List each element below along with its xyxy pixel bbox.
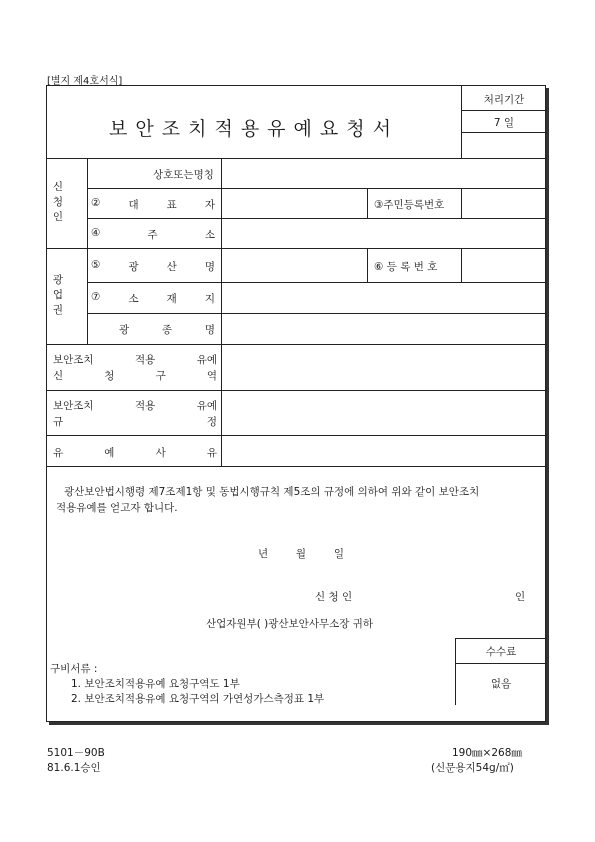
seal-mark: 인 <box>515 591 526 603</box>
deferral-rule-label-line2: 규 정 <box>53 416 217 428</box>
form-number-label: [별지 제4호서식] <box>47 76 123 87</box>
form-title: 보안조치적용유예요청서 <box>109 118 399 140</box>
deferral-area-label-line1: 보안조치 적용 유예 <box>53 354 217 366</box>
mine-name-label: ⑤ 광 산 명 <box>91 259 215 273</box>
paper-type: (신문용지54g/㎡) <box>431 762 514 774</box>
declaration-text-line2: 적용유예를 얻고자 합니다. <box>56 502 178 514</box>
company-name-label: 상호또는명칭 <box>153 169 214 181</box>
form-code: 5101－90B <box>47 747 105 759</box>
attachment-item-1: 1. 보안조치적용유예 요청구역도 1부 <box>71 678 240 690</box>
location-label: ⑦ 소 재 지 <box>91 291 215 305</box>
date-line: 년 월 일 <box>258 548 344 560</box>
attachments-title: 구비서류 : <box>50 663 98 675</box>
application-form <box>46 85 546 722</box>
applicant-group-label: 신 청 인 <box>52 181 64 223</box>
attachment-item-2: 2. 보안조치적용유예 요청구역의 가연성가스측정표 1부 <box>71 693 325 705</box>
address-label: ④ 주 소 <box>91 227 215 241</box>
deferral-rule-label-line1: 보안조치 적용 유예 <box>53 400 217 412</box>
addressee: 산업자원부( )광산보안사무소장 귀하 <box>206 618 374 630</box>
paper-size: 190㎜×268㎜ <box>452 747 522 759</box>
registration-number-label: ⑥ 등 록 번 호 <box>374 261 438 273</box>
declaration-text-line1: 광산보안법시행령 제7조제1항 및 동법시행규칙 제5조의 규정에 의하여 위와 같이 보안조치 <box>64 486 480 498</box>
deferral-reason-label: 유 예 사 유 <box>53 447 217 459</box>
processing-period-label: 처리기간 <box>483 94 525 106</box>
mining-right-group-label: 광 업 권 <box>52 274 64 316</box>
resident-number-label: ③주민등록번호 <box>374 199 445 211</box>
deferral-area-label-line2: 신 청 구 역 <box>53 370 217 382</box>
representative-label: ② 대 표 자 <box>91 197 215 211</box>
fee-label: 수수료 <box>485 646 517 658</box>
applicant-signature-label: 신 청 인 <box>315 591 353 603</box>
processing-period-value: 7 일 <box>493 117 515 129</box>
mineral-type-label: 광 종 명 <box>119 324 215 336</box>
fee-value: 없음 <box>490 678 512 690</box>
approval-date: 81.6.1승인 <box>47 762 101 774</box>
